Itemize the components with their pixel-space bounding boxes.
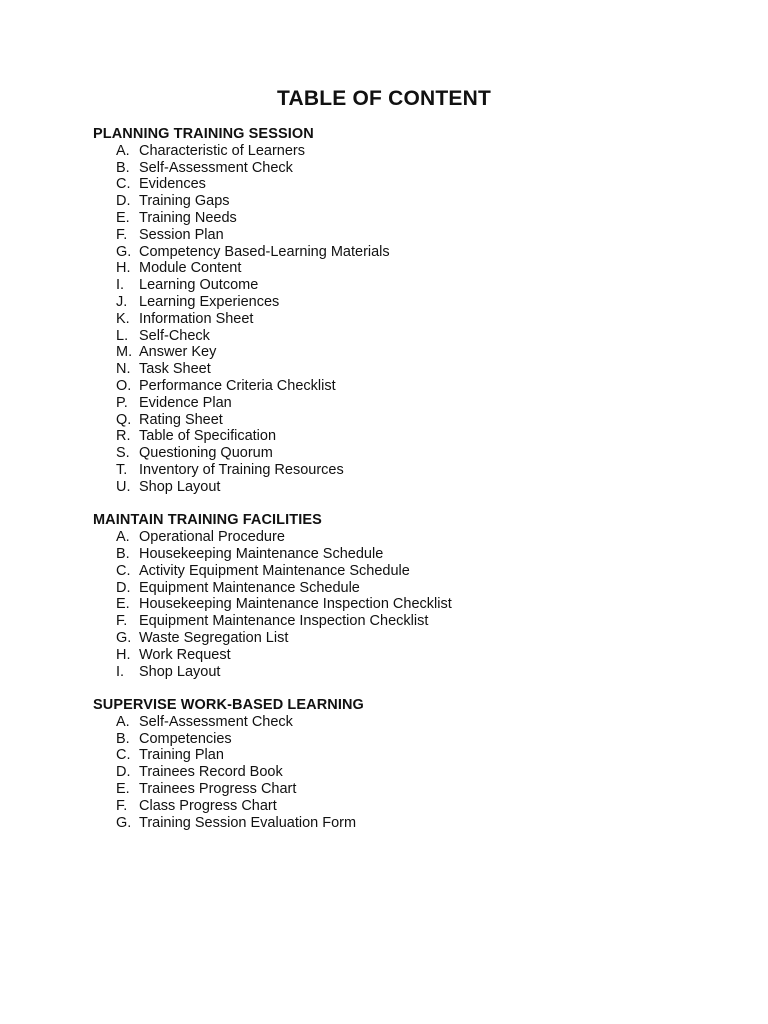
toc-item-text: Waste Segregation List	[139, 629, 289, 646]
toc-item-list	[93, 714, 733, 832]
toc-item-letter: I.	[116, 663, 125, 680]
toc-item	[93, 344, 733, 361]
toc-item-text: Activity Equipment Maintenance Schedule	[139, 562, 410, 579]
toc-item	[93, 260, 733, 277]
toc-item	[93, 160, 733, 177]
toc-item-text: Evidences	[139, 176, 206, 193]
toc-item-list	[93, 143, 733, 496]
toc-item-text: Learning Experiences	[139, 293, 280, 310]
toc-item	[93, 176, 733, 193]
toc-item-letter: M.	[116, 344, 133, 361]
toc-item-letter: T.	[116, 461, 128, 478]
toc-item-letter: A.	[116, 713, 130, 730]
toc-item-letter: B.	[116, 730, 130, 747]
toc-item	[93, 445, 733, 462]
toc-item-letter: H.	[116, 646, 131, 663]
page-title: TABLE OF CONTENT	[277, 87, 491, 110]
toc-item	[93, 714, 733, 731]
section-heading: SUPERVISE WORK-BASED LEARNING	[93, 697, 364, 714]
toc-item-letter: G.	[116, 629, 132, 646]
toc-item-letter: O.	[116, 377, 132, 394]
toc-section	[93, 512, 733, 680]
toc-item-letter: E.	[116, 781, 130, 798]
toc-item-text: Session Plan	[139, 226, 224, 243]
toc-item-text: Shop Layout	[139, 663, 221, 680]
toc-item	[93, 747, 733, 764]
toc-item	[93, 277, 733, 294]
toc-item	[93, 647, 733, 664]
toc-item	[93, 563, 733, 580]
toc-item-letter: E.	[116, 209, 130, 226]
toc-item	[93, 328, 733, 345]
toc-item-letter: C.	[116, 176, 131, 193]
toc-item	[93, 244, 733, 261]
toc-item-letter: G.	[116, 243, 132, 260]
toc-item	[93, 731, 733, 748]
toc-item-letter: I.	[116, 277, 125, 294]
toc-item-text: Work Request	[139, 646, 231, 663]
toc-item	[93, 580, 733, 597]
toc-item-text: Self-Check	[139, 327, 210, 344]
toc-item-text: Shop Layout	[139, 478, 221, 495]
toc-item	[93, 664, 733, 681]
toc-item	[93, 378, 733, 395]
toc-item-letter: A.	[116, 142, 130, 159]
toc-item-text: Class Progress Chart	[139, 797, 277, 814]
toc-item-text: Performance Criteria Checklist	[139, 377, 336, 394]
toc-item	[93, 311, 733, 328]
section-heading: PLANNING TRAINING SESSION	[93, 126, 314, 142]
toc-item-list	[93, 529, 733, 680]
toc-item-letter: F.	[116, 226, 128, 243]
toc-item	[93, 210, 733, 227]
toc-item-text: Characteristic of Learners	[139, 142, 306, 159]
toc-item	[93, 143, 733, 160]
toc-item-letter: A.	[116, 529, 130, 546]
toc-item	[93, 529, 733, 546]
toc-item	[93, 479, 733, 496]
toc-item-text: Self-Assessment Check	[139, 159, 293, 176]
toc-item-letter: R.	[116, 428, 131, 445]
toc-section	[93, 126, 733, 496]
toc-item-text: Task Sheet	[139, 361, 211, 378]
toc-item-text: Table of Specification	[139, 428, 277, 445]
toc-item-letter: J.	[116, 293, 128, 310]
toc-item	[93, 428, 733, 445]
toc-sections	[93, 126, 733, 831]
toc-item-letter: G.	[116, 814, 132, 831]
toc-item	[93, 193, 733, 210]
toc-item-text: Self-Assessment Check	[139, 713, 293, 730]
toc-item-letter: C.	[116, 562, 131, 579]
toc-item-letter: S.	[116, 445, 130, 462]
toc-item	[93, 815, 733, 832]
toc-item-letter: E.	[116, 596, 130, 613]
toc-item-letter: Q.	[116, 411, 132, 428]
toc-item	[93, 630, 733, 647]
toc-item-letter: P.	[116, 394, 128, 411]
toc-item-text: Competencies	[139, 730, 232, 747]
toc-item-text: Learning Outcome	[139, 277, 259, 294]
toc-item-text: Housekeeping Maintenance Schedule	[139, 545, 384, 562]
toc-item-text: Equipment Maintenance Schedule	[139, 579, 360, 596]
toc-item	[93, 412, 733, 429]
section-heading: MAINTAIN TRAINING FACILITIES	[93, 512, 322, 529]
toc-item	[93, 596, 733, 613]
toc-item-text: Competency Based-Learning Materials	[139, 243, 390, 260]
toc-item-letter: F.	[116, 613, 128, 630]
toc-item	[93, 613, 733, 630]
toc-item-text: Housekeeping Maintenance Inspection Checklist	[139, 596, 452, 613]
toc-item	[93, 546, 733, 563]
toc-item-letter: B.	[116, 545, 130, 562]
toc-item-letter: D.	[116, 193, 131, 210]
toc-item	[93, 764, 733, 781]
toc-item-text: Module Content	[139, 260, 242, 277]
toc-item-text: Operational Procedure	[139, 529, 285, 546]
toc-item-letter: B.	[116, 159, 130, 176]
toc-item-text: Training Gaps	[139, 193, 230, 210]
toc-item-letter: L.	[116, 327, 129, 344]
toc-item	[93, 361, 733, 378]
toc-item-letter: F.	[116, 797, 128, 814]
toc-item	[93, 462, 733, 479]
toc-item-letter: C.	[116, 747, 131, 764]
toc-item-letter: D.	[116, 764, 131, 781]
toc-item-text: Trainees Record Book	[139, 764, 283, 781]
toc-item-text: Answer Key	[139, 344, 217, 361]
toc-item	[93, 227, 733, 244]
toc-item-text: Questioning Quorum	[139, 445, 273, 462]
toc-item-letter: U.	[116, 478, 131, 495]
toc-item-text: Evidence Plan	[139, 394, 232, 411]
toc-item-letter: N.	[116, 361, 131, 378]
toc-item-text: Inventory of Training Resources	[139, 461, 344, 478]
toc-item-text: Equipment Maintenance Inspection Checklist	[139, 613, 429, 630]
toc-section	[93, 697, 733, 831]
toc-item-text: Trainees Progress Chart	[139, 781, 297, 798]
toc-item-letter: H.	[116, 260, 131, 277]
toc-item-letter: K.	[116, 310, 130, 327]
toc-item-text: Information Sheet	[139, 310, 254, 327]
toc-item-text: Training Plan	[139, 747, 224, 764]
toc-item-letter: D.	[116, 579, 131, 596]
toc-item-text: Training Session Evaluation Form	[139, 814, 357, 831]
toc-item-text: Training Needs	[139, 209, 237, 226]
toc-item	[93, 395, 733, 412]
toc-item	[93, 781, 733, 798]
toc-item	[93, 798, 733, 815]
toc-item-text: Rating Sheet	[139, 411, 223, 428]
toc-item	[93, 294, 733, 311]
